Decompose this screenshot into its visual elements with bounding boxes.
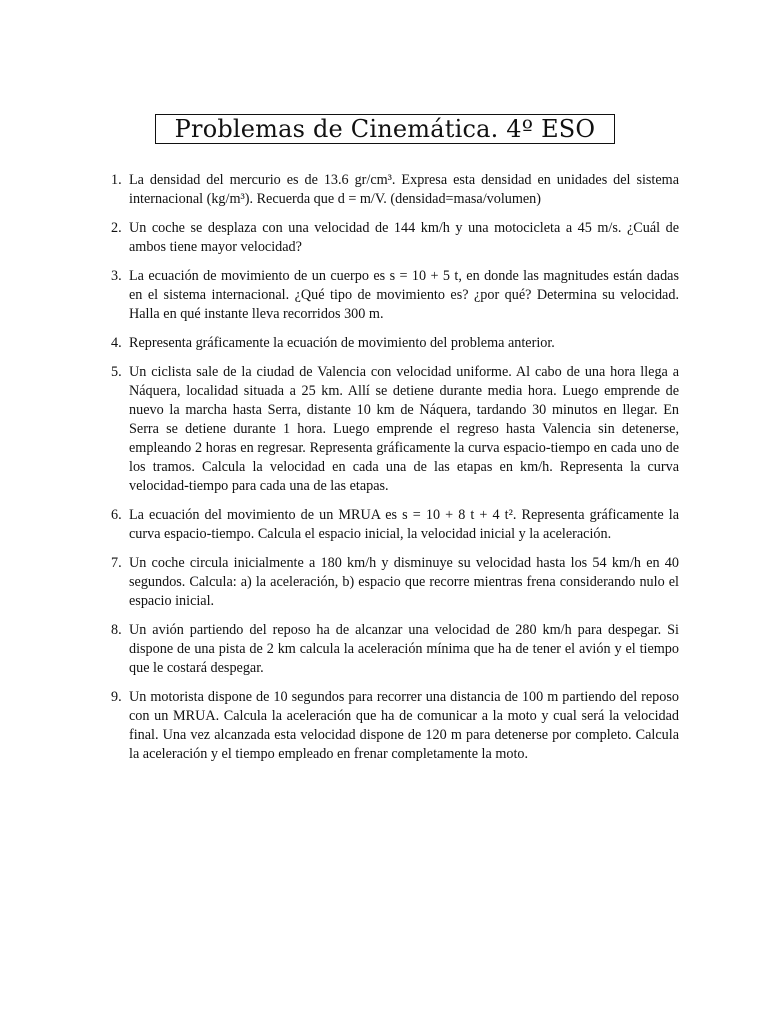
problem-text: La densidad del mercurio es de 13.6 gr/cm³. Expresa esta densidad en unidades del sistema internacional (kg/m³). Recuerda que d = m/V. (densidad=masa/volumen) <box>129 172 679 207</box>
problem-number: 9. <box>111 689 122 705</box>
problem-text: La ecuación del movimiento de un MRUA es s = 10 + 8 t + 4 t². Representa gráficamente la curva espacio-tiempo. Calcula el espacio inicial, la velocidad inicial y la aceleración. <box>129 507 679 542</box>
problem-number: 1. <box>111 172 122 188</box>
problem-number: 5. <box>111 364 122 380</box>
problem-text: Un motorista dispone de 10 segundos para recorrer una distancia de 100 m partiendo del reposo con un MRUA. Calcula la aceleración que ha de comunicar a la moto y cual será la velocidad final. Una vez alcanzada esta velocidad dispone de 120 m para detenerse por completo. Calcula la aceleración y el tiempo empleado en frenar completamente la moto. <box>129 689 679 762</box>
problem-item-1 <box>101 171 679 209</box>
problem-number: 4. <box>111 335 122 351</box>
problem-list <box>101 171 679 774</box>
problem-number: 2. <box>111 220 122 236</box>
page-title: Problemas de Cinemática. 4º ESO <box>155 114 615 144</box>
problem-item-3 <box>101 267 679 324</box>
problem-text: Un coche se desplaza con una velocidad de 144 km/h y una motocicleta a 45 m/s. ¿Cuál de ambos tiene mayor velocidad? <box>129 220 679 255</box>
problem-item-9 <box>101 688 679 764</box>
problem-text: La ecuación de movimiento de un cuerpo es s = 10 + 5 t, en donde las magnitudes están dadas en el sistema internacional. ¿Qué tipo de movimiento es? ¿por qué? Determina su velocidad. Halla en qué instante lleva recorridos 300 m. <box>129 268 679 322</box>
problem-text: Un avión partiendo del reposo ha de alcanzar una velocidad de 280 km/h para despegar. Si dispone de una pista de 2 km calcula la aceleración mínima que ha de tener el avión y el tiempo que le costará despegar. <box>129 622 679 676</box>
problem-number: 6. <box>111 507 122 523</box>
problem-item-8 <box>101 621 679 678</box>
problem-item-4 <box>101 334 679 353</box>
problem-number: 3. <box>111 268 122 284</box>
problem-item-5 <box>101 363 679 496</box>
problem-text: Representa gráficamente la ecuación de movimiento del problema anterior. <box>129 335 555 351</box>
problem-text: Un coche circula inicialmente a 180 km/h y disminuye su velocidad hasta los 54 km/h en 40 segundos. Calcula: a) la aceleración, b) espacio que recorre mientras frena considerando nulo el espacio inicial. <box>129 555 679 609</box>
problem-text: Un ciclista sale de la ciudad de Valencia con velocidad uniforme. Al cabo de una hora llega a Náquera, localidad situada a 25 km. Allí se detiene durante media hora. Luego emprende de nuevo la marcha hasta Serra, distante 10 km de Náquera, tardando 30 minutos en llegar. En Serra se detiene durante 1 hora. Luego emprende el regreso hasta Valencia sin detenerse, empleando 2 horas en regresar. Representa gráficamente la curva espacio-tiempo en cada uno de los tramos. Calcula la velocidad en cada una de las etapas en km/h. Representa la curva velocidad-tiempo para cada una de las etapas. <box>129 364 679 494</box>
problem-item-2 <box>101 219 679 257</box>
problem-item-6 <box>101 506 679 544</box>
problem-item-7 <box>101 554 679 611</box>
problem-number: 8. <box>111 622 122 638</box>
problem-number: 7. <box>111 555 122 571</box>
